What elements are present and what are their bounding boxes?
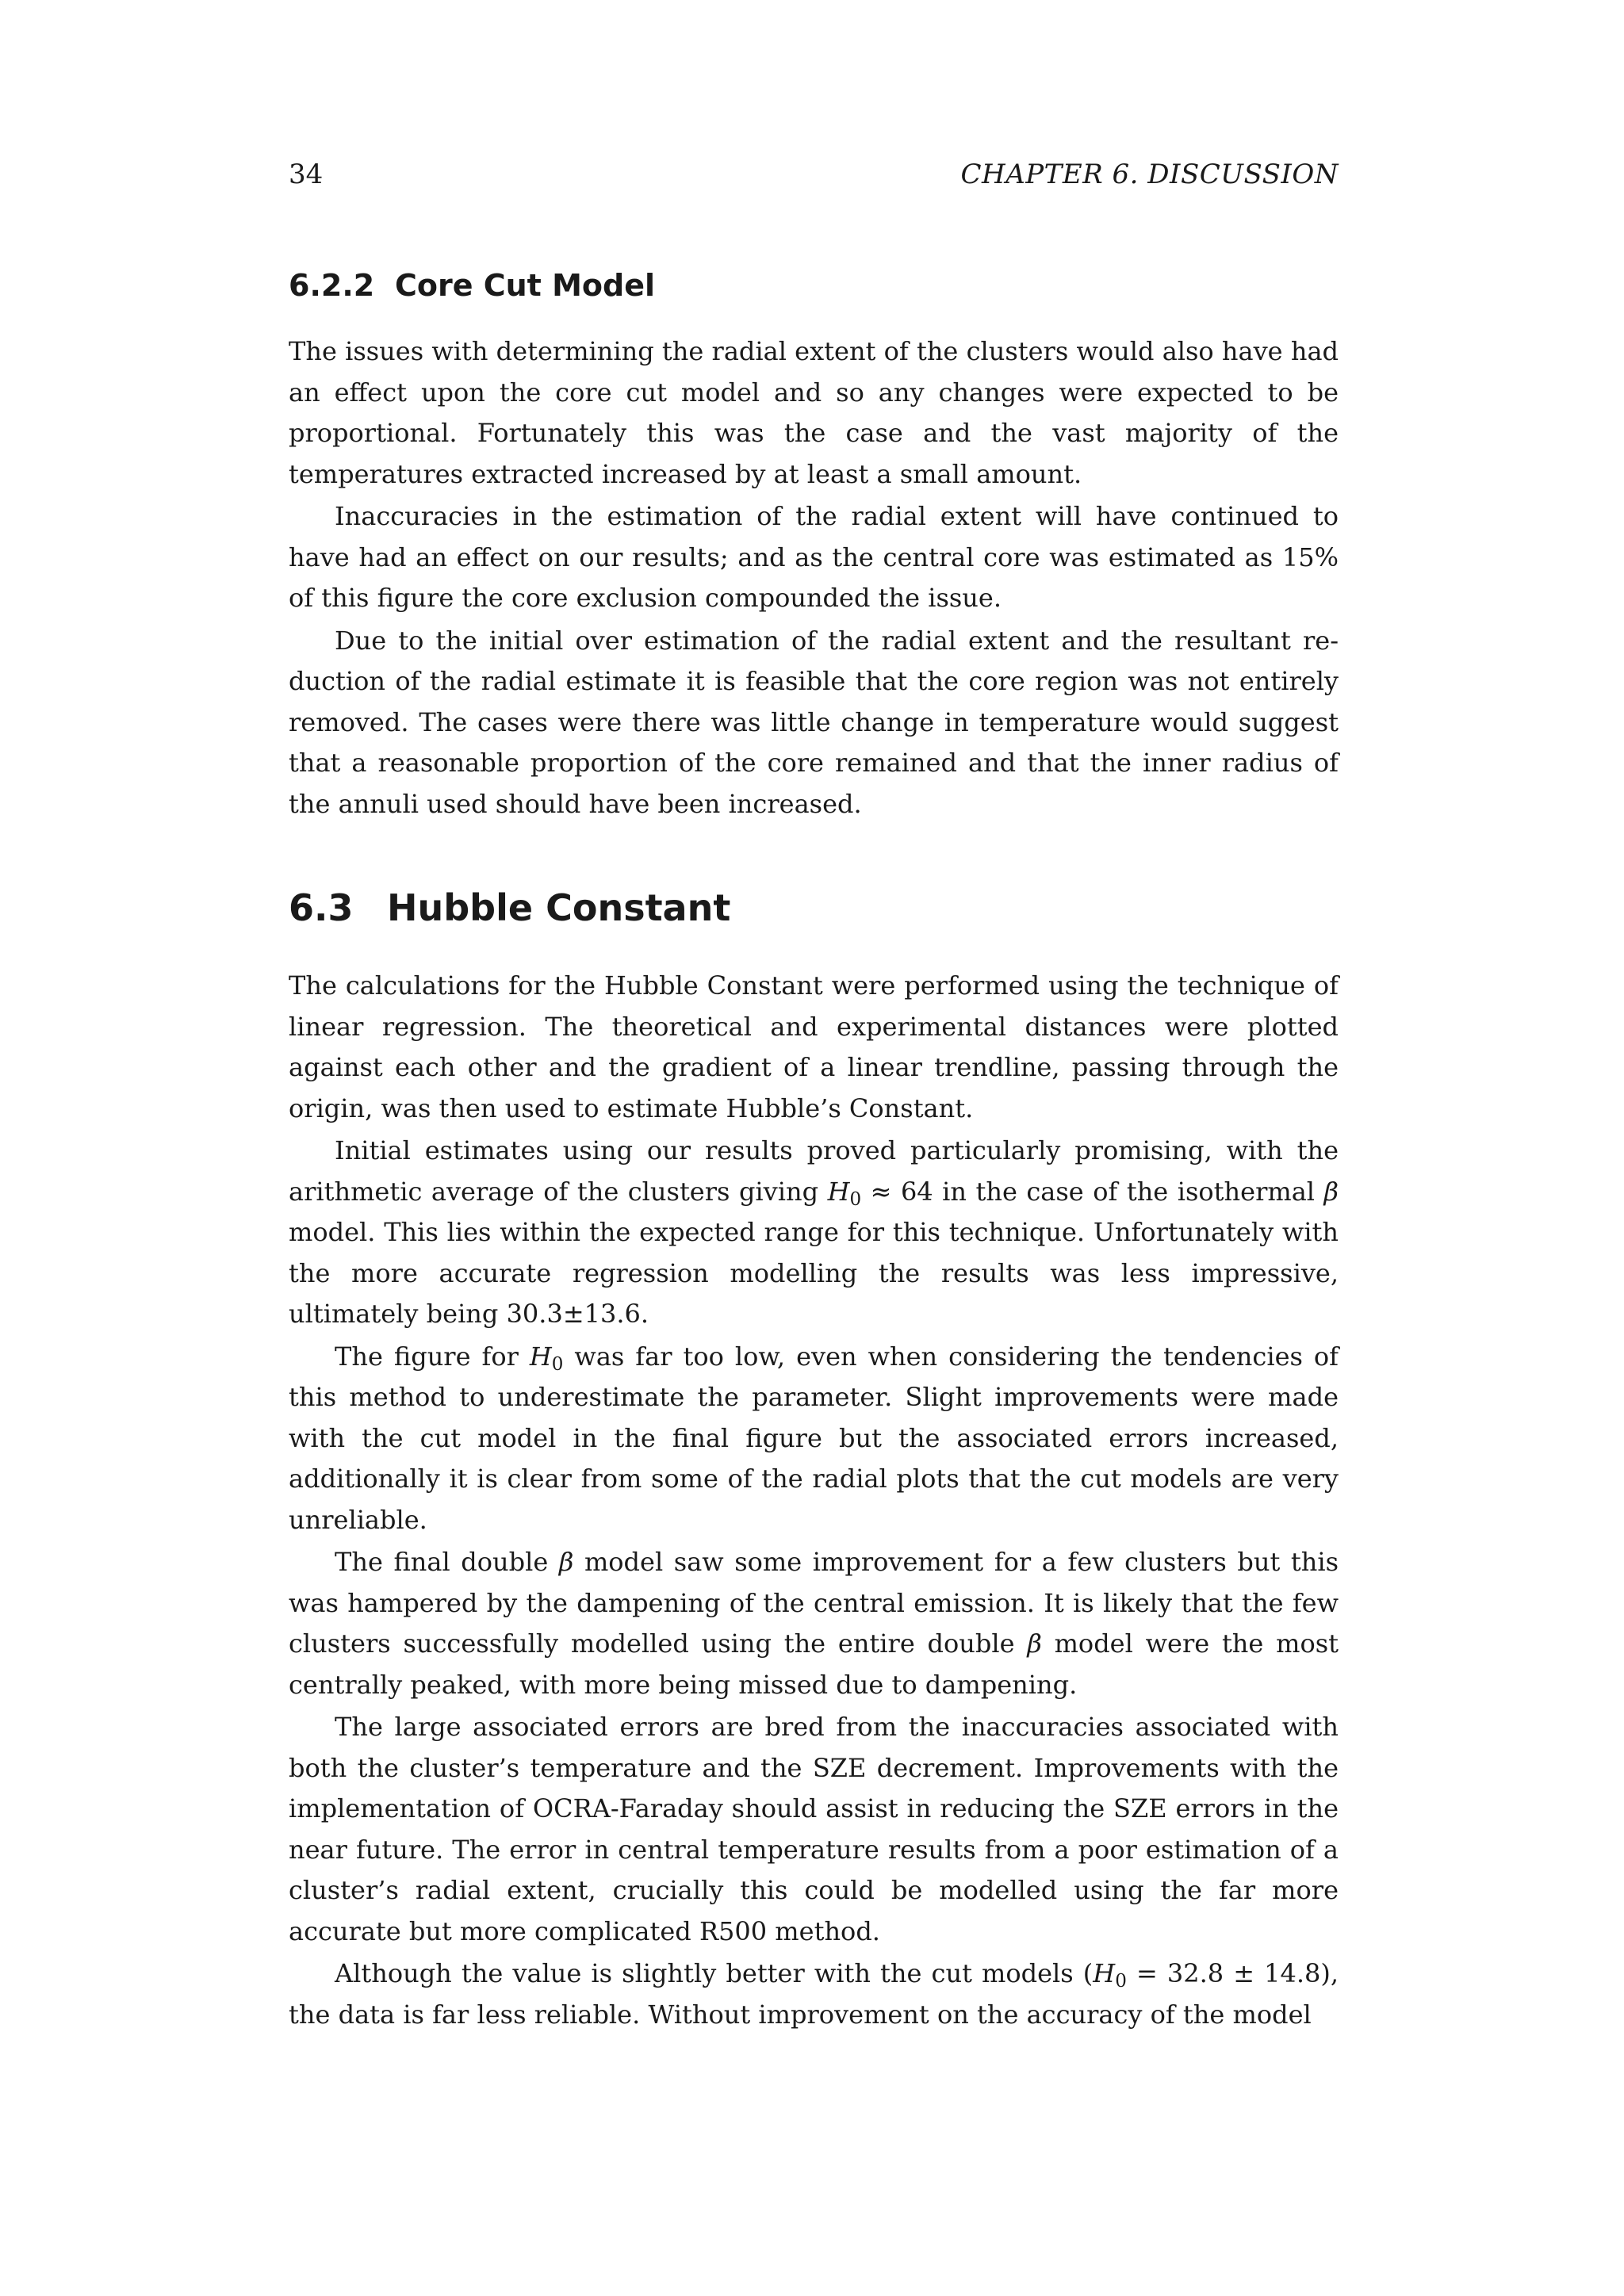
paragraph: Due to the initial over estimation of the radial extent and the resultant reduction of the radial estimate it is feasible that the core region was not entirely removed. The cases were there was little change in temperature would suggest that a reasonable proportion of the core remained and that the inner radius of the annuli used should have been increased. [289, 625, 1339, 819]
text-run: model saw some improvement for a few clusters but this was hampered by the dampening of the central emission. It is likely that the few clusters successfully modelled using the entire double [289, 1547, 1339, 1659]
paragraph [289, 1954, 1339, 2035]
math-subscript: 0 [1115, 1970, 1127, 1992]
page-content [289, 263, 1339, 2035]
text-run: ≈ 64 in the case of the isothermal [861, 1176, 1324, 1207]
math-symbol: β [1027, 1628, 1042, 1659]
math-symbol: β [558, 1547, 574, 1577]
text-run: The figure for [335, 1341, 530, 1372]
chapter-heading: CHAPTER 6. DISCUSSION [960, 159, 1339, 190]
running-header [289, 155, 1339, 193]
text-run: = 32.8 ± 14.8), the data is far less reliable. Without improvement on the accuracy of the model [289, 1958, 1339, 2030]
math-symbol [1093, 1958, 1127, 1992]
text-run: Initial estimates using our results proved particularly promising, with the arithmetic average of the clusters giving [289, 1135, 1339, 1207]
text-run: was far too low, even when considering the tendencies of this method to underestimate the parameter. Slight improvements were made with the cut model in the final figure but the associated errors increased, additionally it is clear from some of the radial plots that the cut models are very unreliable. [289, 1341, 1339, 1535]
text-run: Although the value is slightly better with the cut models ( [335, 1958, 1094, 1988]
math-subscript: 0 [551, 1353, 564, 1375]
math-variable: H [529, 1341, 552, 1372]
paragraph: The large associated errors are bred from the inaccuracies associated with both the cluster’s temperature and the SZE decrement. Improvements with the implementation of OCRA-Faraday should assist in reducing the SZE errors in the near future. The error in central temperature results from a poor estimation of a cluster’s radial extent, crucially this could be modelled using the far more accurate but more complicated R500 method. [289, 1712, 1339, 1946]
text-run: model. This lies within the expected range for this technique. Unfortunately with the more accurate regression modelling the results was less impressive, ultimately being 30.3±13.6. [289, 1217, 1339, 1329]
document-page [289, 0, 1339, 2296]
section-title: Hubble Constant [387, 886, 731, 929]
paragraph [289, 1337, 1339, 1541]
subsection-title: Core Cut Model [395, 268, 655, 303]
paragraph: Inaccuracies in the estimation of the radial extent will have continued to have had an effect on our results; and as the central core was estimated as 15% of this figure the core exclusion compounded the issue. [289, 501, 1339, 613]
page-number: 34 [289, 159, 324, 190]
text-run: The final double [335, 1547, 559, 1577]
paragraph: The calculations for the Hubble Constant were performed using the technique of linear regression. The theoretical and experimental distances were plotted against each other and the gradient of a linear trendline, passing through the origin, was then used to estimate Hubble’s Constant. [289, 970, 1339, 1123]
math-symbol [529, 1341, 564, 1375]
section-number: 6.3 [289, 886, 354, 929]
paragraph [289, 1542, 1339, 1705]
text-run: model were the most centrally peaked, with more being missed due to dampening. [289, 1628, 1339, 1700]
paragraph [289, 1131, 1339, 1335]
subsection-number: 6.2.2 [289, 268, 375, 303]
math-variable: H [827, 1176, 850, 1207]
math-symbol [827, 1176, 862, 1210]
section-heading-hubble-constant [289, 882, 1339, 934]
paragraph: The issues with determining the radial extent of the clusters would also have had an effect upon the core cut model and so any changes were expected to be proportional. Fortunately this was the case and the vast majority of the temperatures extracted increased by at least a small amount. [289, 336, 1339, 489]
subsection-heading-core-cut-model [289, 263, 1339, 308]
math-symbol: β [1323, 1176, 1339, 1207]
math-subscript: 0 [849, 1188, 862, 1210]
math-variable: H [1093, 1958, 1116, 1988]
